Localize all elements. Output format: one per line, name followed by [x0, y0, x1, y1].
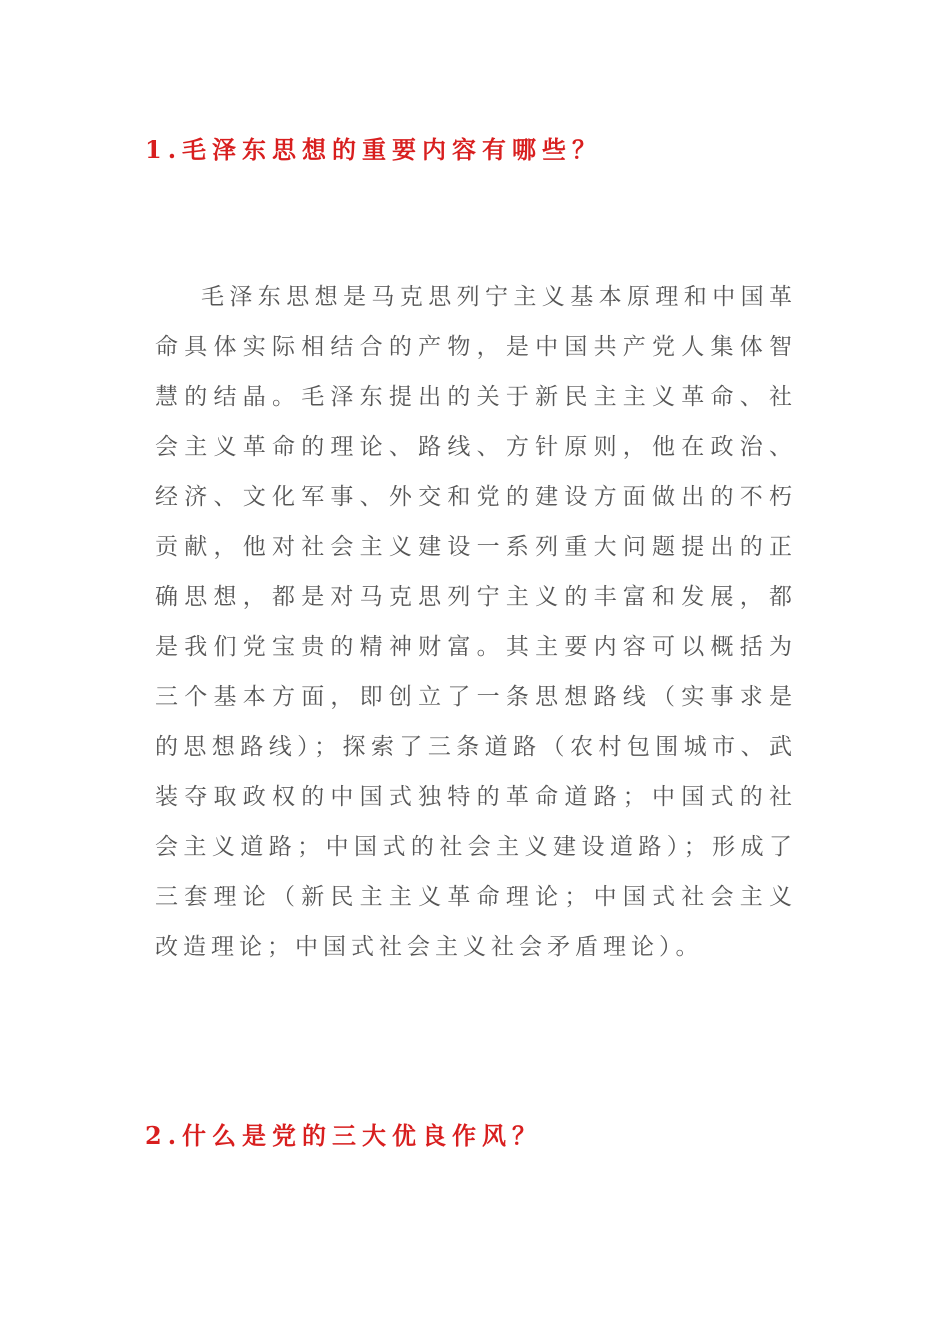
question-2-heading: 2.什么是党的三大优良作风？: [145, 1121, 543, 1150]
answer-paragraph: 毛泽东思想是马克思列宁主义基本原理和中国革命具体实际相结合的产物，是中国共产党人集体智慧的结晶。毛泽东提出的关于新民主主义革命、社会主义革命的理论、路线、方针原则，他在政治、经济、文化军事、外交和党的建设方面做出的不朽贡献，他对社会主义建设一系列重大问题提出的正确思想，都是对马克思列宁主义的丰富和发展，都是我们党宝贵的精神财富。其主要内容可以概括为三个基本方面，即创立了一条思想路线（实事求是的思想路线）；探索了三条道路（农村包围城市、武装夺取政权的中国式独特的革命道路；中国式的社会主义道路；中国式的社会主义建设道路）；形成了三套理论（新民主主义革命理论；中国式社会主义改造理论；中国式社会主义社会矛盾理论）。: [155, 284, 797, 960]
question-1-answer: [155, 272, 797, 972]
question-1-heading: 1.毛泽东思想的重要内容有哪些？: [145, 135, 603, 164]
